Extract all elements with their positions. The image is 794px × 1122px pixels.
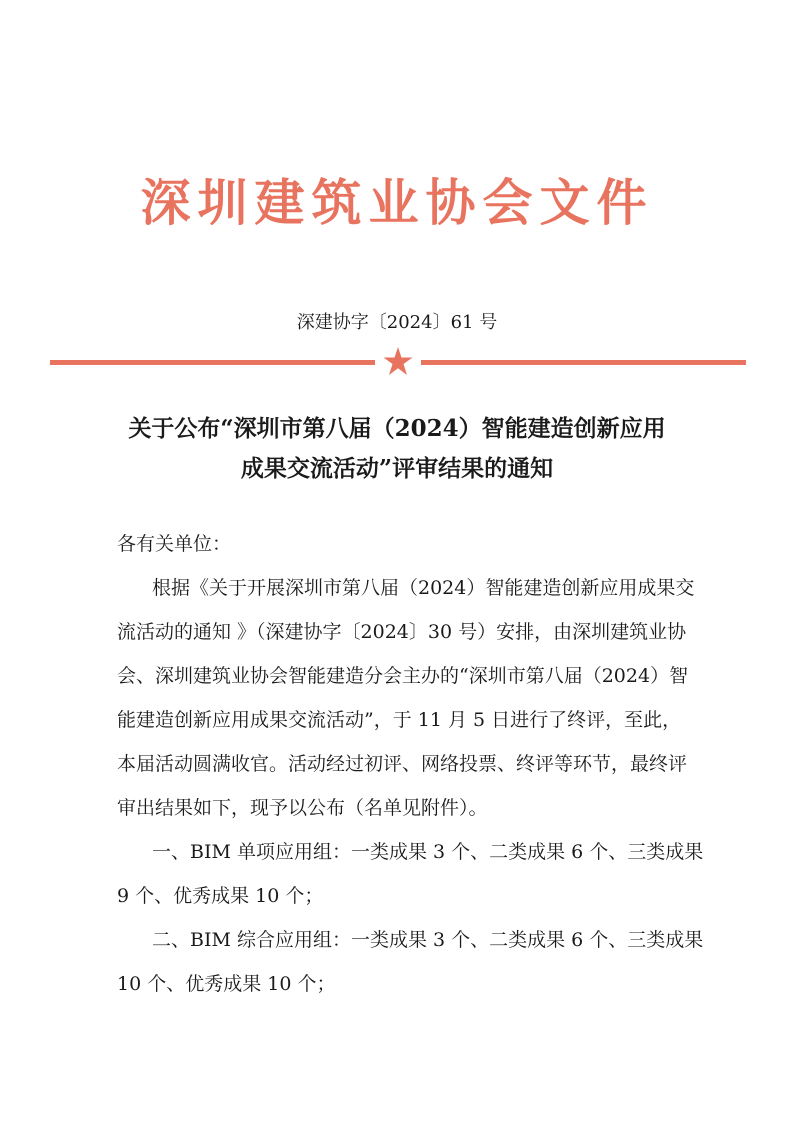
paragraph-3-line-1: 二、BIM 综合应用组：一类成果 3 个、二类成果 6 个、三类成果: [152, 929, 704, 951]
paragraph-1-line-2: 流活动的通知 》（深建协字〔2024〕30 号）安排，由深圳建筑业协: [117, 621, 687, 643]
masthead-title: 深圳建筑业协会文件: [140, 173, 654, 232]
paragraph-3-line-2: 10 个、优秀成果 10 个；: [117, 973, 336, 995]
paragraph-2-line-2: 9 个、优秀成果 10 个；: [117, 885, 324, 907]
document-number: 深建协字〔2024〕61 号: [296, 312, 498, 333]
paragraph-1-line-4: 能建造创新应用成果交流活动”，于 11 月 5 日进行了终评，至此，: [117, 709, 682, 731]
salutation: 各有关单位：: [117, 533, 232, 555]
divider-rule-left: [50, 360, 375, 365]
header-divider: [50, 346, 746, 380]
paragraph-1-line-1: 根据《关于开展深圳市第八届（2024）智能建造创新应用成果交: [152, 577, 695, 599]
notice-title-line-1: 关于公布“深圳市第八届（2024）智能建造创新应用: [128, 415, 666, 442]
star-icon: [382, 346, 414, 378]
notice-title-line-2: 成果交流活动”评审结果的通知: [240, 455, 554, 482]
paragraph-1-line-6: 审出结果如下，现予以公布（名单见附件）。: [117, 797, 488, 819]
paragraph-1-line-5: 本届活动圆满收官。活动经过初评、网络投票、终评等环节，最终评: [117, 753, 688, 775]
divider-rule-right: [421, 360, 746, 365]
paragraph-1-line-3: 会、深圳建筑业协会智能建造分会主办的“深圳市第八届（2024）智: [117, 665, 689, 687]
paragraph-2-line-1: 一、BIM 单项应用组：一类成果 3 个、二类成果 6 个、三类成果: [152, 841, 704, 863]
